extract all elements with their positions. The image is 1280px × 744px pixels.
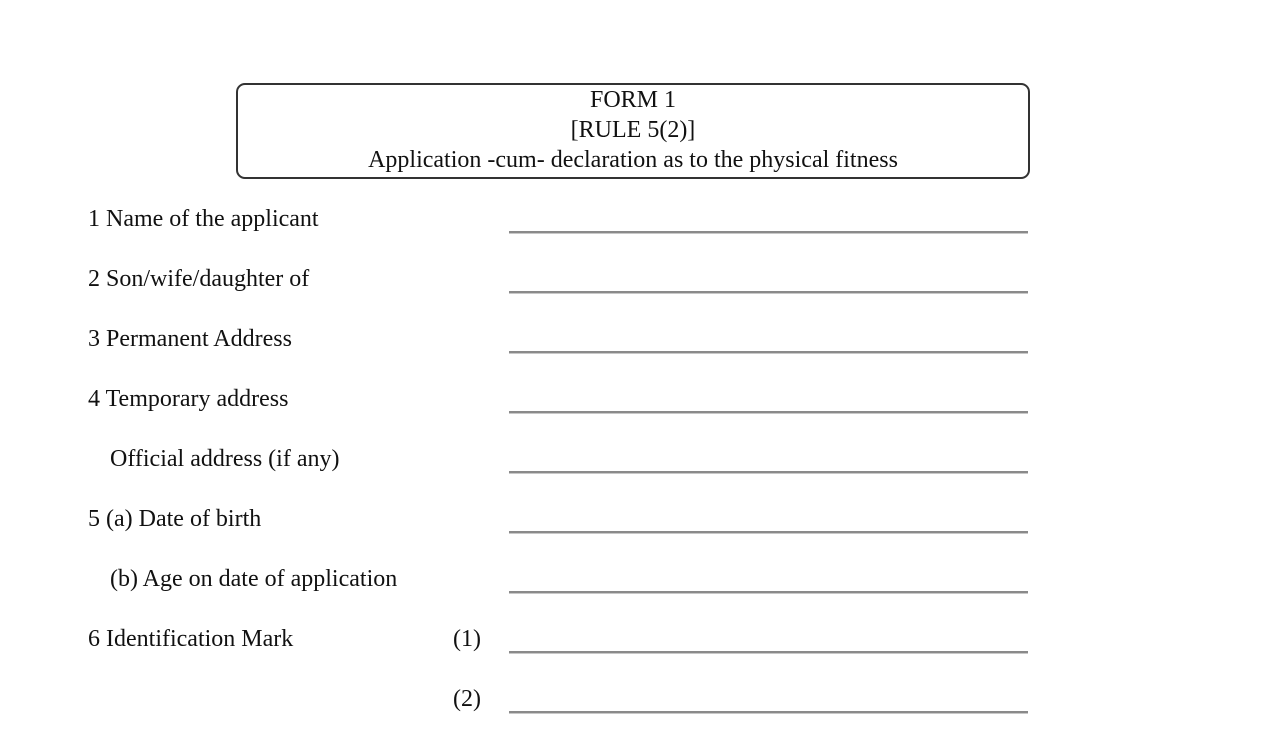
field-label-age: (b) Age on date of application <box>110 566 398 592</box>
field-label-temporary-address: 4 Temporary address <box>88 386 289 412</box>
identification-mark-2-input-line[interactable] <box>509 711 1028 714</box>
field-row-official-address <box>0 444 1280 504</box>
field-row-date-of-birth <box>0 504 1280 564</box>
field-label-identification-mark: 6 Identification Mark <box>88 626 294 652</box>
form-rule: [RULE 5(2)] <box>570 117 696 143</box>
field-label-name: 1 Name of the applicant <box>88 206 319 232</box>
age-input-line[interactable] <box>509 591 1028 594</box>
field-row-temporary-address <box>0 384 1280 444</box>
permanent-address-input-line[interactable] <box>509 351 1028 354</box>
identification-mark-1-input-line[interactable] <box>509 651 1028 654</box>
official-address-input-line[interactable] <box>509 471 1028 474</box>
form-subtitle: Application -cum- declaration as to the physical fitness <box>368 147 898 173</box>
field-row-identification-mark-2 <box>0 684 1280 744</box>
field-row-relation <box>0 264 1280 324</box>
field-label-official-address: Official address (if any) <box>110 446 340 472</box>
identification-mark-marker-1: (1) <box>453 626 481 652</box>
field-row-identification-mark-1 <box>0 624 1280 684</box>
field-label-relation: 2 Son/wife/daughter of <box>88 266 310 292</box>
field-row-permanent-address <box>0 324 1280 384</box>
form-header-box <box>236 83 1030 179</box>
relation-input-line[interactable] <box>509 291 1028 294</box>
form-title: FORM 1 <box>589 87 677 113</box>
field-label-date-of-birth: 5 (a) Date of birth <box>88 506 262 532</box>
field-row-age <box>0 564 1280 624</box>
identification-mark-marker-2: (2) <box>453 686 481 712</box>
field-label-permanent-address: 3 Permanent Address <box>88 326 292 352</box>
date-of-birth-input-line[interactable] <box>509 531 1028 534</box>
temporary-address-input-line[interactable] <box>509 411 1028 414</box>
field-row-name <box>0 204 1280 264</box>
name-input-line[interactable] <box>509 231 1028 234</box>
